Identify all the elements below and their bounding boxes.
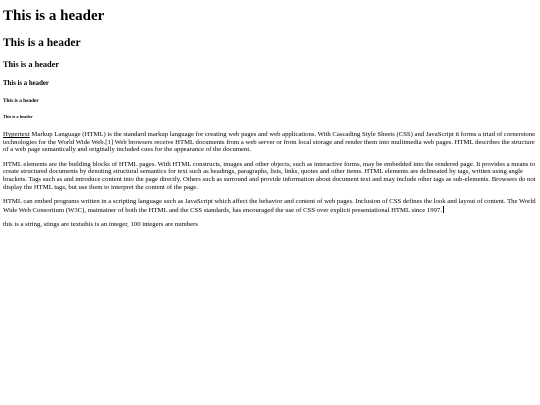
header-h1: This is a header	[3, 8, 105, 24]
hypertext-link[interactable]: Hypertext	[3, 130, 30, 138]
paragraph-html-intro	[3, 131, 537, 154]
paragraph-html-embed-text: HTML can embed programs written in a scripting language such as JavaScript which affect the behavior and content of web pages. Inclusion of CSS defines the look and layout of content. The World Wide Web Consortium (W3C), maintainer of both the HTML and the CSS standards, has encouraged the use of CSS over explicit presentational HTML since 1997.	[3, 198, 536, 214]
header-h5: This is a header	[3, 97, 39, 104]
paragraph-html-embed	[3, 198, 537, 214]
paragraph-html-intro-text: Markup Language (HTML) is the standard markup language for creating web pages and web applications. With Cascading Style Sheets (CSS) and JavaScript it forms a triad of cornerstone technologies for the World Wide Web.[1] Web browsers receive HTML documents from a web server or from local storage and render them into multimedia web pages. HTML describes the structure of a web page semantically and originally included cues for the appearance of the document.	[3, 130, 536, 154]
paragraph-string-integer: this is a string, stings are textsthis is an integer, 100 integers are numbers	[3, 221, 198, 229]
paragraph-html-elements: HTML elements are the building blocks of HTML pages. With HTML constructs, images and other objects, such as interactive forms, may be embedded into the rendered page. It provides a means to create structured documents by denoting structural semantics for text such as headings, paragraphs, lists, links, quotes and other items. HTML elements are delineated by tags, written using angle brackets. Tags such as and introduce content into the page directly. Others such as surround and provide information about document text and may include other tags as sub-elements. Browsers do not display the HTML tags, but use them to interpret the content of the page.	[3, 160, 536, 191]
text-cursor	[443, 206, 444, 213]
header-h2: This is a header	[3, 37, 81, 50]
header-h3: This is a header	[3, 60, 60, 70]
header-h4: This is a header	[3, 80, 49, 87]
header-h6: This is a header	[3, 113, 33, 119]
